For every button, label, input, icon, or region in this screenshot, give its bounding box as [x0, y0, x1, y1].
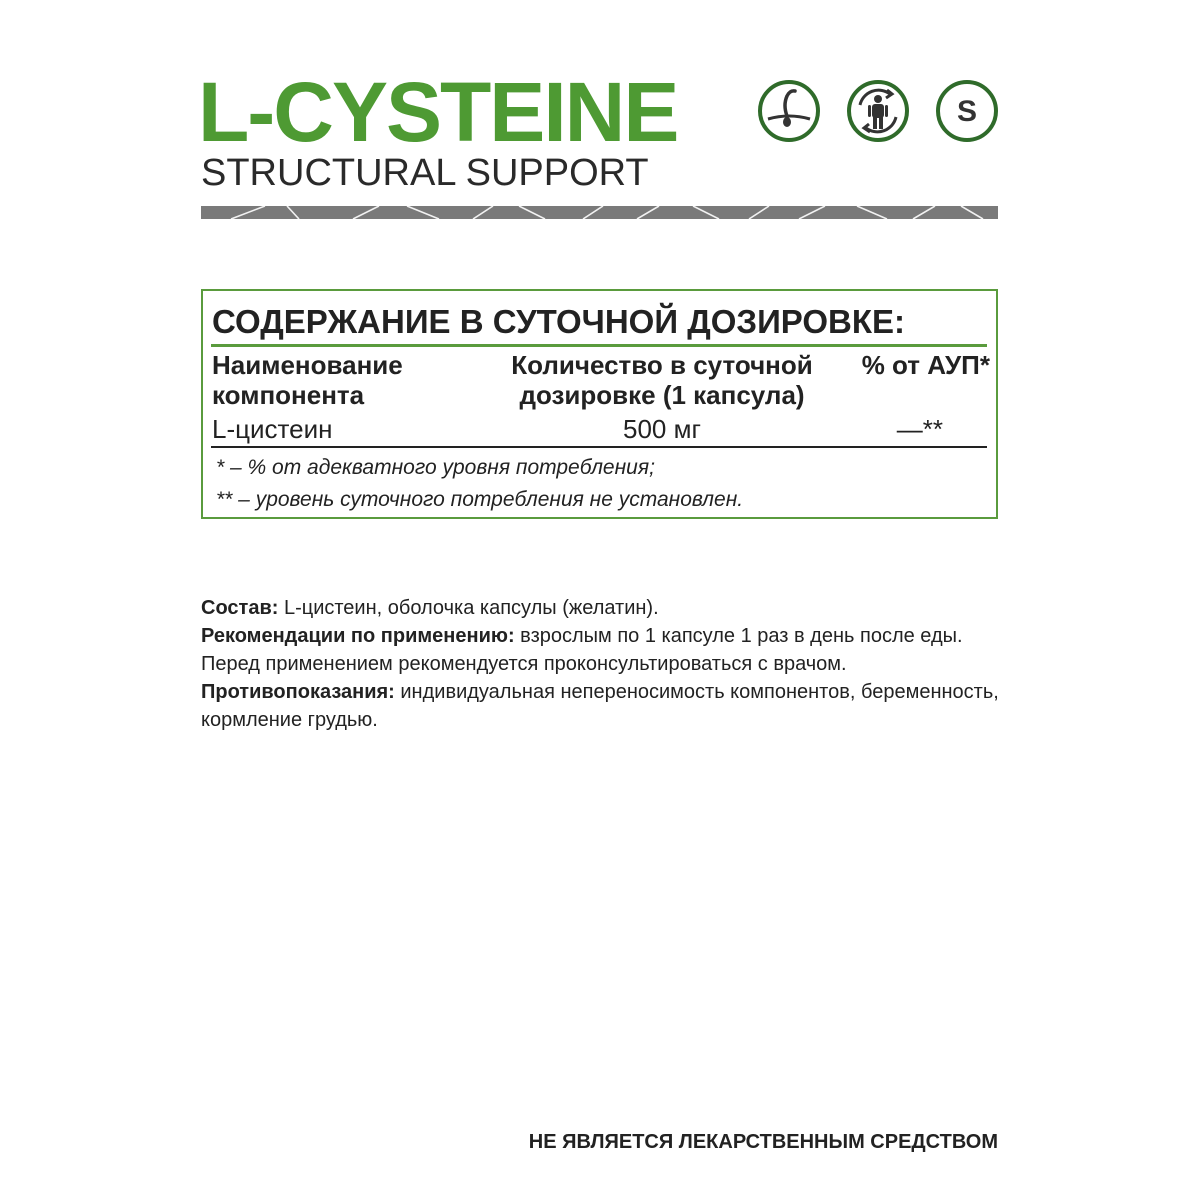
product-title: L-CYSTEINE [198, 65, 678, 159]
footnote-1: * – % от адекватного уровня потребления; [216, 456, 655, 479]
daily-dosage-table [201, 289, 998, 519]
feature-icons [757, 79, 1001, 143]
decorative-stripe [201, 206, 998, 219]
composition-label: Состав: [201, 597, 279, 619]
composition-paragraph [201, 594, 1001, 622]
product-subtitle: STRUCTURAL SUPPORT [201, 152, 649, 194]
table-title: СОДЕРЖАНИЕ В СУТОЧНОЙ ДОЗИРОВКЕ: [212, 303, 906, 340]
contraindications-paragraph [201, 678, 1001, 734]
usage-paragraph [201, 622, 1001, 678]
row-component-amount: 500 мг [623, 414, 701, 444]
column-header-percent: % от АУП* [861, 350, 990, 380]
body-renewal-icon [846, 79, 910, 143]
row-component-percent: —** [896, 414, 943, 444]
contraindications-label: Противопоказания: [201, 681, 395, 703]
footnote-2: ** – уровень суточного потребления не установлен. [216, 488, 744, 511]
column-header-component: Наименование компонента [212, 350, 403, 410]
row-component-name: L-цистеин [212, 414, 333, 444]
hair-icon [757, 79, 821, 143]
s-icon [935, 79, 999, 143]
usage-text: взрослым по 1 капсуле 1 раз в день после еды. Перед применением рекомендуется проконсультироваться с врачом. [201, 625, 963, 675]
s-icon-letter: S [956, 95, 978, 128]
title-divider [211, 344, 987, 347]
usage-label: Рекомендации по применению: [201, 625, 515, 647]
column-header-amount: Количество в суточной дозировке (1 капсула) [511, 350, 813, 410]
contraindications-text: индивидуальная непереносимость компонентов, беременность, кормление грудью. [201, 681, 999, 731]
product-info [201, 594, 1001, 734]
composition-text: L-цистеин, оболочка капсулы (желатин). [278, 597, 659, 619]
disclaimer: НЕ ЯВЛЯЕТСЯ ЛЕКАРСТВЕННЫМ СРЕДСТВОМ [528, 1131, 998, 1153]
table-bottom-divider [211, 446, 987, 448]
